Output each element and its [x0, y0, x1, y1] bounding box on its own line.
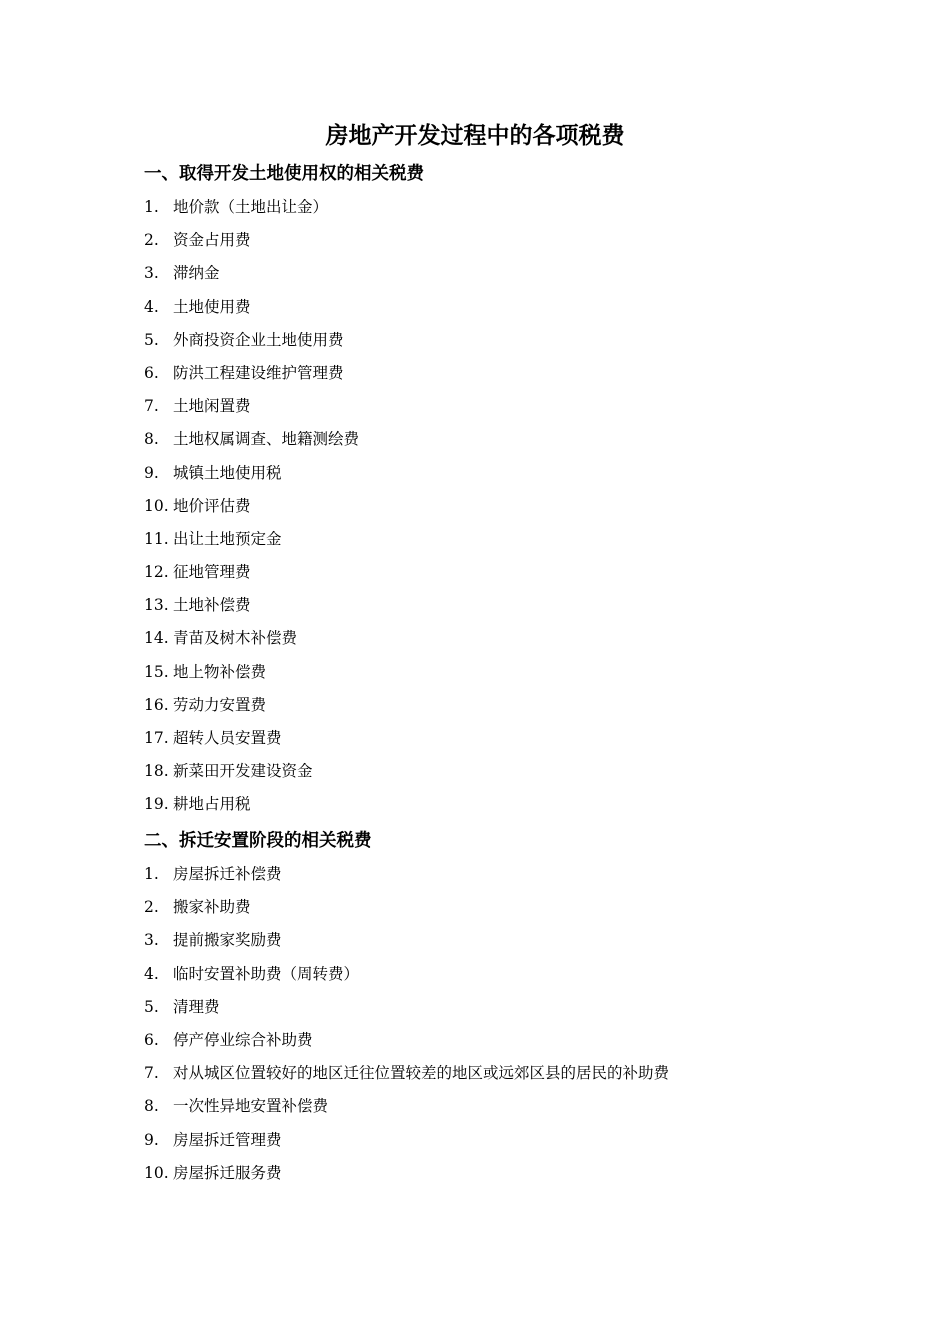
- list-item: [144, 958, 844, 991]
- list-item: [144, 1024, 844, 1057]
- list-item: [144, 257, 844, 290]
- item-text: 房屋拆迁补偿费: [173, 865, 282, 883]
- item-number: 13.: [144, 596, 169, 615]
- fee-list: [144, 858, 844, 1190]
- item-text: 提前搬家奖励费: [173, 931, 282, 950]
- item-text: 耕地占用税: [173, 795, 251, 814]
- item-text: 土地使用费: [173, 297, 251, 316]
- item-number: 7.: [144, 397, 159, 416]
- list-item: [144, 324, 844, 357]
- item-text: 房屋拆迁服务费: [173, 1163, 282, 1182]
- item-number: 6.: [144, 1030, 159, 1049]
- list-item: [144, 788, 844, 821]
- item-text: 资金占用费: [173, 231, 251, 250]
- document-title: 房地产开发过程中的各项税费: [325, 123, 625, 149]
- list-item: [144, 291, 844, 324]
- item-number: 1.: [144, 198, 159, 216]
- list-item: [144, 191, 844, 224]
- list-item: [144, 656, 844, 689]
- item-number: 17.: [144, 729, 169, 747]
- item-number: 2.: [144, 898, 159, 917]
- list-item: [144, 556, 844, 589]
- item-number: 18.: [144, 762, 169, 781]
- list-item: [144, 722, 844, 755]
- section-heading: 二、拆迁安置阶段的相关税费: [144, 831, 372, 851]
- item-number: 3.: [144, 931, 159, 950]
- item-text: 城镇土地使用税: [173, 463, 282, 482]
- item-text: 地上物补偿费: [173, 662, 267, 681]
- item-text: 出让土地预定金: [173, 529, 282, 548]
- item-number: 12.: [144, 563, 169, 582]
- item-text: 土地闲置费: [173, 397, 251, 416]
- item-text: 清理费: [173, 997, 220, 1016]
- list-item: [144, 1157, 844, 1190]
- item-number: 10.: [144, 496, 169, 515]
- list-item: [144, 423, 844, 456]
- item-text: 房屋拆迁管理费: [173, 1130, 282, 1149]
- item-number: 1.: [144, 865, 159, 883]
- list-item: [144, 523, 844, 556]
- item-number: 5.: [144, 330, 159, 349]
- item-text: 对从城区位置较好的地区迁往位置较差的地区或远郊区县的居民的补助费: [173, 1064, 670, 1083]
- item-text: 滞纳金: [173, 264, 220, 283]
- item-text: 地价评估费: [173, 496, 251, 515]
- list-item: [144, 1124, 844, 1157]
- item-text: 地价款（土地出让金）: [173, 198, 329, 216]
- item-text: 超转人员安置费: [173, 729, 282, 747]
- section-demolition-resettlement: [144, 824, 844, 1190]
- item-text: 一次性异地安置补偿费: [173, 1097, 329, 1116]
- item-text: 防洪工程建设维护管理费: [173, 363, 344, 382]
- item-number: 9.: [144, 463, 159, 482]
- item-number: 19.: [144, 795, 169, 814]
- list-item: [144, 991, 844, 1024]
- list-item: [144, 224, 844, 257]
- item-text: 土地权属调查、地籍测绘费: [173, 430, 360, 449]
- item-number: 5.: [144, 997, 159, 1016]
- item-number: 4.: [144, 964, 159, 983]
- item-number: 2.: [144, 231, 159, 250]
- list-item: [144, 622, 844, 655]
- item-number: 3.: [144, 264, 159, 283]
- item-number: 8.: [144, 430, 159, 449]
- item-text: 新菜田开发建设资金: [173, 762, 313, 781]
- item-text: 外商投资企业土地使用费: [173, 330, 344, 349]
- item-number: 11.: [144, 529, 169, 548]
- item-number: 7.: [144, 1064, 159, 1083]
- item-text: 土地补偿费: [173, 596, 251, 615]
- item-text: 临时安置补助费（周转费）: [173, 964, 360, 983]
- item-text: 青苗及树木补偿费: [173, 629, 298, 648]
- item-number: 10.: [144, 1163, 169, 1182]
- list-item: [144, 490, 844, 523]
- fee-list: [144, 191, 844, 822]
- list-item: [144, 1090, 844, 1123]
- section-land-use-rights: [144, 157, 844, 822]
- item-text: 劳动力安置费: [173, 695, 267, 714]
- section-heading: 一、取得开发土地使用权的相关税费: [144, 164, 424, 184]
- item-number: 15.: [144, 662, 169, 681]
- item-number: 14.: [144, 629, 169, 648]
- list-item: [144, 689, 844, 722]
- item-text: 停产停业综合补助费: [173, 1030, 313, 1049]
- list-item: [144, 858, 844, 891]
- item-number: 16.: [144, 695, 169, 714]
- list-item: [144, 390, 844, 423]
- list-item: [144, 891, 844, 924]
- list-item: [144, 924, 844, 957]
- item-text: 征地管理费: [173, 563, 251, 582]
- list-item: [144, 755, 844, 788]
- item-text: 搬家补助费: [173, 898, 251, 917]
- list-item: [144, 1057, 844, 1090]
- list-item: [144, 589, 844, 622]
- item-number: 9.: [144, 1130, 159, 1149]
- list-item: [144, 357, 844, 390]
- item-number: 8.: [144, 1097, 159, 1116]
- item-number: 6.: [144, 363, 159, 382]
- list-item: [144, 457, 844, 490]
- item-number: 4.: [144, 297, 159, 316]
